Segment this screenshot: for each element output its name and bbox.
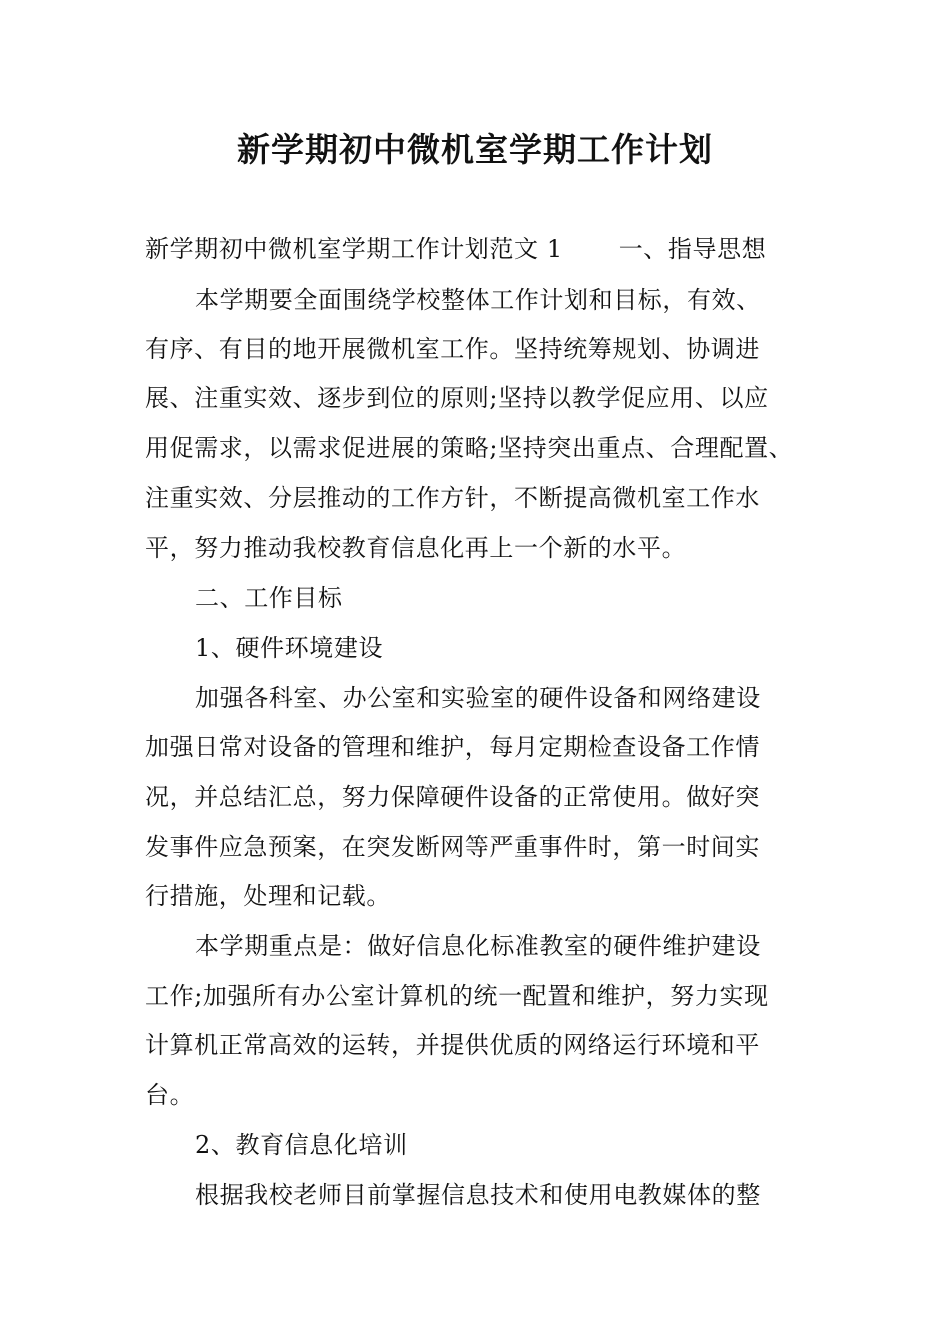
section-heading-guiding-ideology: 一、指导思想 xyxy=(618,235,767,263)
section-heading-work-goals: 二、工作目标 xyxy=(195,584,343,612)
paragraph-line: 行措施，处理和记载。 xyxy=(145,882,391,910)
paragraph-line: 平，努力推动我校教育信息化再上一个新的水平。 xyxy=(145,534,687,562)
paragraph-line: 计算机正常高效的运转，并提供优质的网络运行环境和平 xyxy=(145,1031,760,1059)
paragraph-line: 注重实效、分层推动的工作方针，不断提高微机室工作水 xyxy=(145,484,760,512)
paragraph-line: 展、注重实效、逐步到位的原则;坚持以教学促应用、以应 xyxy=(145,384,769,412)
paragraph-line: 加强各科室、办公室和实验室的硬件设备和网络建设 xyxy=(195,684,761,712)
document-subtitle: 新学期初中微机室学期工作计划范文 1 xyxy=(145,235,563,263)
paragraph-line: 发事件应急预案，在突发断网等严重事件时，第一时间实 xyxy=(145,833,760,861)
paragraph-line: 工作;加强所有办公室计算机的统一配置和维护，努力实现 xyxy=(145,982,769,1010)
paragraph-line: 本学期重点是：做好信息化标准教室的硬件维护建设 xyxy=(195,932,761,960)
subsection-heading-hardware: 1、硬件环境建设 xyxy=(195,634,384,662)
document-title: 新学期初中微机室学期工作计划 xyxy=(237,130,713,169)
paragraph-line: 本学期要全面围绕学校整体工作计划和目标，有效、 xyxy=(195,286,761,314)
paragraph-line: 加强日常对设备的管理和维护，每月定期检查设备工作情 xyxy=(145,733,760,761)
paragraph-line: 用促需求，以需求促进展的策略;坚持突出重点、合理配置、 xyxy=(145,434,794,462)
paragraph-line: 有序、有目的地开展微机室工作。坚持统筹规划、协调进 xyxy=(145,335,760,363)
paragraph-line: 根据我校老师目前掌握信息技术和使用电教媒体的整 xyxy=(195,1181,761,1209)
subsection-heading-training: 2、教育信息化培训 xyxy=(195,1131,408,1159)
subtitle-line xyxy=(145,231,766,267)
paragraph-line: 台。 xyxy=(145,1081,195,1109)
paragraph-line: 况，并总结汇总，努力保障硬件设备的正常使用。做好突 xyxy=(145,783,760,811)
